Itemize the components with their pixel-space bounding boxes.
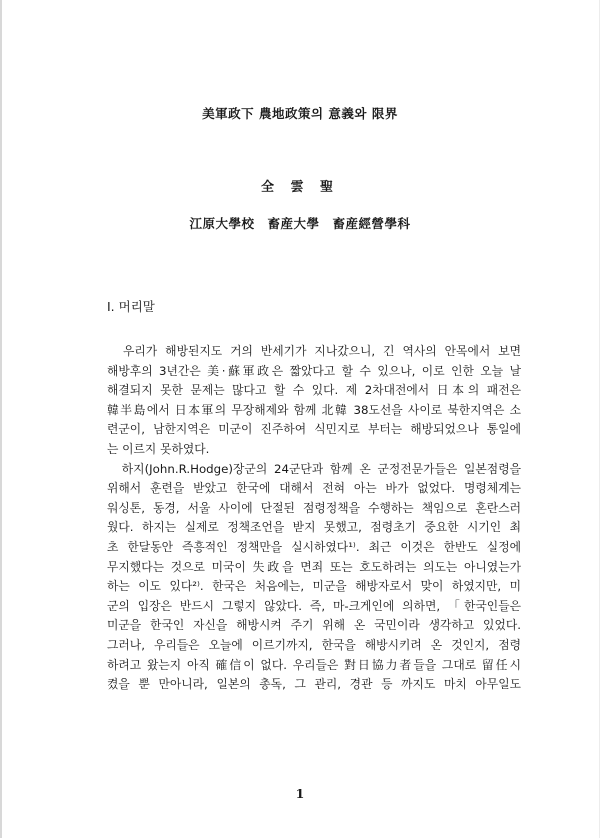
body-line: 韓半島에서 日本軍의 무장해제와 함께 北韓 38도선을 사이로 북한지역은 소 xyxy=(107,402,521,417)
section-heading: Ⅰ. 머리말 xyxy=(107,299,155,314)
body-line: 련군이, 남한지역은 미군이 진주하여 식민지로 부터는 해방되었으나 통일에 xyxy=(107,422,521,437)
body-line: 초 한달동안 즉흥적인 정책만을 실시하였다¹⁾. 최근 이것은 한반도 실정에 xyxy=(107,539,521,554)
body-line: 무지했다는 것으로 미국이 失政을 면죄 또는 호도하려는 의도는 아니였는가 xyxy=(107,559,521,574)
paper-title: 美軍政下 農地政策의 意義와 限界 xyxy=(202,106,398,121)
body-line: 웠다. 하지는 실제로 정책조언을 받지 못했고, 점령초기 중요한 시기인 최 xyxy=(107,520,521,535)
body-line: 해결되지 못한 문제는 많다고 할 수 있다. 제 2차대전에서 日本의 패전은 xyxy=(107,383,521,398)
body-line: 그러나, 우리들은 오늘에 이르기까지, 한국을 해방시키려 온 것인지, 점령 xyxy=(107,637,521,652)
body-line: 워싱톤, 동경, 서울 사이에 단절된 점령정책을 수행하는 책임으로 혼란스러 xyxy=(107,500,521,515)
author-name: 全 雲 聖 xyxy=(260,180,340,195)
body-line: 는 이르지 못하였다. xyxy=(107,441,210,456)
body-line: 위해서 훈련을 받았고 한국에 대해서 전혀 아는 바가 없었다. 명령체계는 xyxy=(107,481,521,496)
body-text xyxy=(107,342,521,695)
body-line: 하려고 왔는지 아직 確信이 없다. 우리들은 對日協力者들을 그대로 留任시 xyxy=(107,657,521,672)
author-affiliation: 江原大學校 畜産大學 畜産經營學科 xyxy=(189,216,411,231)
body-line: 미군을 한국인 자신을 해방시켜 주기 위해 온 국민이라 생각하고 있었다. xyxy=(107,618,521,633)
body-line: 군의 입장은 반드시 그렇지 않았다. 즉, 마-크게인에 의하면, 「한국인들은 xyxy=(107,598,521,613)
body-line: 해방후의 3년간은 美·蘇軍政은 짧았다고 할 수 있으나, 이로 인한 오늘 날 xyxy=(107,363,521,378)
body-line: 하지(John.R.Hodge)장군의 24군단과 함께 온 군정전문가들은 일본점령을 xyxy=(107,461,521,476)
page-number: 1 xyxy=(295,786,305,801)
body-line: 하는 이도 있다²⁾. 한국은 처음에는, 미군을 해방자로서 맞이 하였지만, 미 xyxy=(107,579,521,594)
body-line: 우리가 해방된지도 거의 반세기가 지나갔으니, 긴 역사의 안목에서 보면 xyxy=(107,344,521,358)
body-line: 켰을 뿐 만아니라, 일본의 총독, 그 관리, 경관 등 까지도 마치 아무일도 xyxy=(107,677,521,692)
